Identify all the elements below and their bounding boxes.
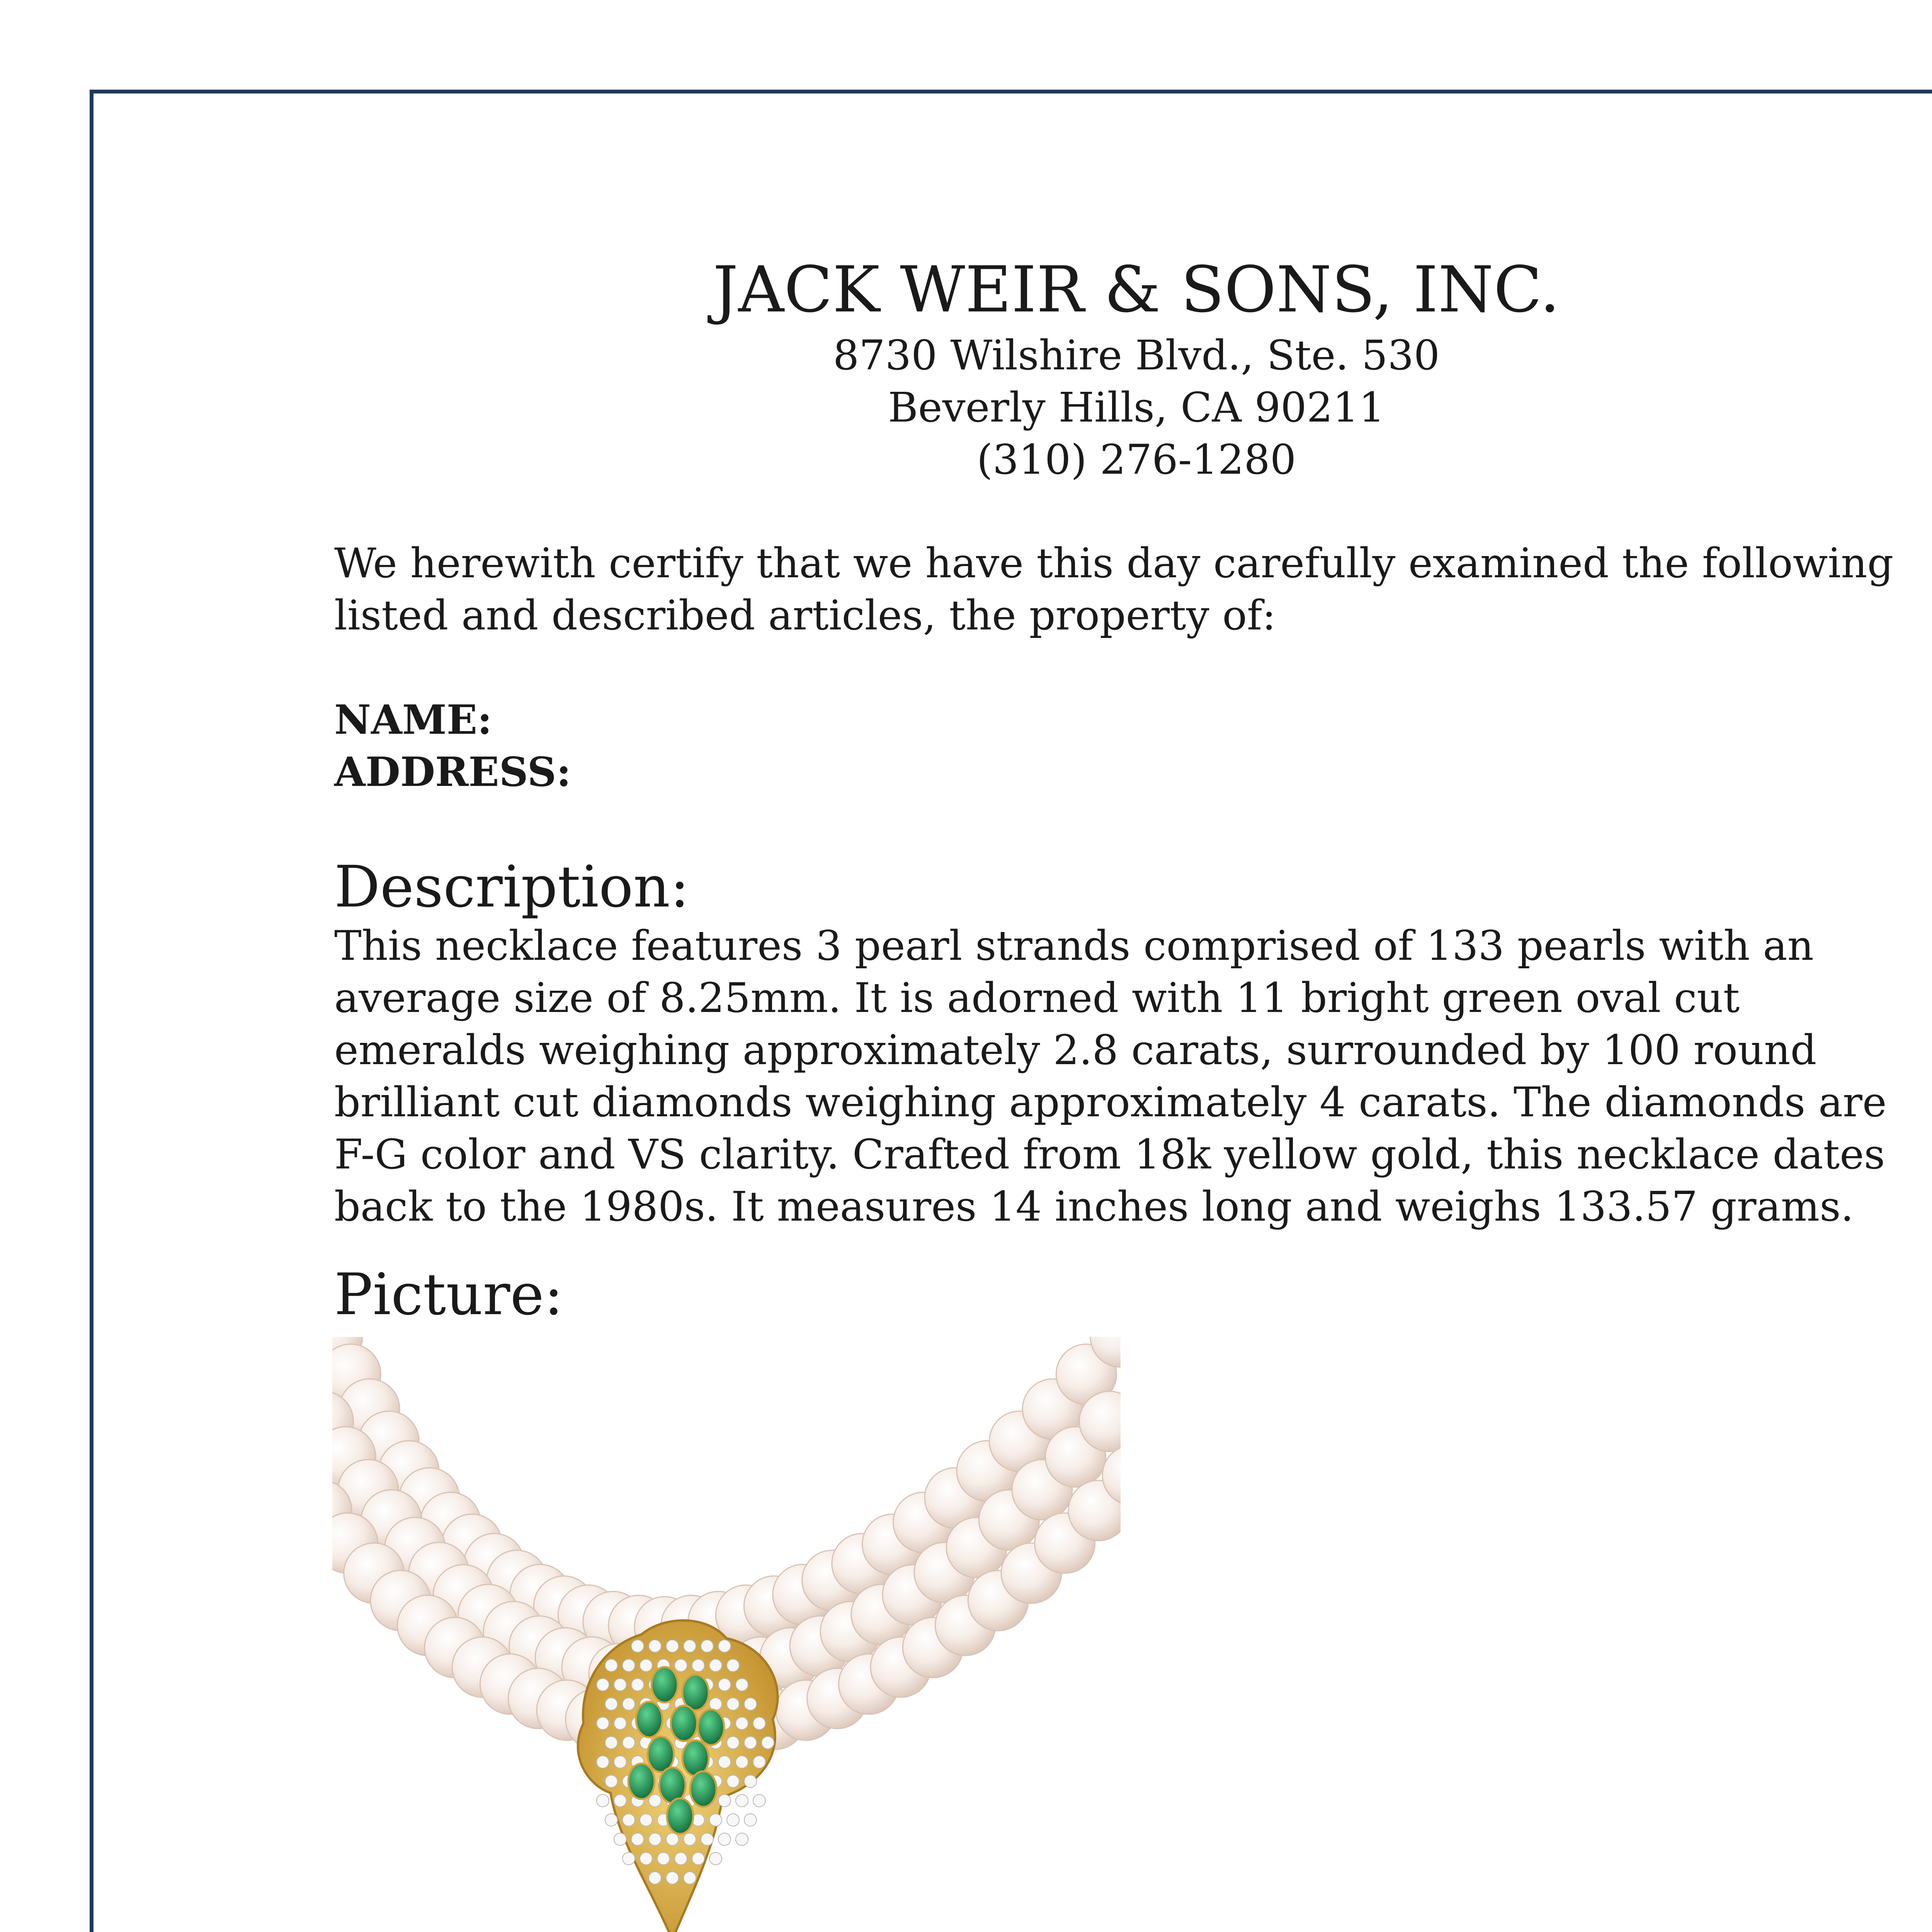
emerald: [698, 1709, 724, 1745]
picture-heading: Picture:: [334, 1261, 563, 1328]
diamond: [657, 1852, 670, 1865]
emerald: [636, 1702, 662, 1737]
diamond: [605, 1736, 617, 1749]
diamond: [622, 1852, 635, 1865]
diamond: [736, 1679, 748, 1691]
diamond: [744, 1814, 757, 1826]
diamond: [640, 1814, 652, 1826]
certification-statement: We herewith certify that we have this day carefully examined the following listed and described articles, the property of:: [334, 539, 1894, 639]
description-heading: Description:: [334, 854, 690, 920]
diamond: [666, 1640, 679, 1652]
diamond: [709, 1698, 722, 1710]
emerald: [671, 1706, 697, 1741]
description-text: This necklace features 3 pearl strands comprised of 133 pearls with an average size of 8.25mm. It is adorned with 11 bright green oval cut emeralds weighing approximately 2.8 carats, surrounded by 100 round brilliant cut diamonds weighing approximately 4 carats. The diamonds are F-G color and VS clarity. Crafted from 18k yellow gold, this necklace dates back to the 1980s. It measures 14 inches long and weighs 133.57 grams.: [334, 922, 1887, 1230]
diamond: [597, 1717, 609, 1730]
emerald: [651, 1667, 678, 1702]
diamond: [649, 1640, 661, 1652]
name-label: NAME:: [334, 696, 492, 743]
diamond: [736, 1794, 748, 1807]
diamond: [631, 1833, 644, 1845]
diamond: [597, 1679, 609, 1691]
diamond: [666, 1833, 679, 1845]
diamond: [649, 1872, 661, 1884]
diamond: [718, 1794, 731, 1807]
diamond: [727, 1659, 739, 1672]
diamond: [727, 1736, 739, 1749]
diamond: [640, 1852, 652, 1865]
diamond: [736, 1717, 748, 1730]
diamond: [675, 1852, 687, 1865]
diamond: [631, 1679, 644, 1691]
diamond: [709, 1659, 722, 1672]
diamond: [709, 1852, 722, 1865]
emerald: [690, 1771, 716, 1807]
diamond: [692, 1659, 704, 1672]
diamond: [744, 1775, 757, 1787]
diamond: [666, 1872, 679, 1884]
diamond: [684, 1872, 696, 1884]
diamond: [605, 1659, 617, 1672]
diamond: [692, 1852, 704, 1865]
diamond: [622, 1736, 635, 1749]
diamond: [684, 1640, 696, 1652]
company-phone: (310) 276-1280: [976, 436, 1296, 483]
diamond: [709, 1814, 722, 1826]
diamond: [675, 1659, 687, 1672]
diamond: [614, 1794, 626, 1807]
diamond: [622, 1659, 635, 1672]
diamond: [622, 1698, 635, 1710]
emerald: [628, 1764, 655, 1799]
emerald: [667, 1798, 693, 1834]
diamond: [727, 1814, 739, 1826]
diamond: [736, 1756, 748, 1768]
address-label: ADDRESS:: [334, 748, 571, 796]
diamond: [597, 1756, 609, 1768]
diamond: [718, 1756, 731, 1768]
diamond: [718, 1833, 731, 1845]
diamond: [614, 1679, 626, 1691]
diamond: [753, 1794, 765, 1807]
diamond: [614, 1833, 626, 1845]
diamond: [631, 1640, 644, 1652]
diamond: [744, 1698, 757, 1710]
diamond: [684, 1833, 696, 1845]
diamond: [640, 1659, 652, 1672]
diamond: [614, 1717, 626, 1730]
pendant-clasp: [578, 1621, 778, 1932]
diamond: [753, 1717, 765, 1730]
diamond: [614, 1756, 626, 1768]
diamond: [701, 1833, 713, 1845]
diamond: [718, 1640, 731, 1652]
company-address-line1: 8730 Wilshire Blvd., Ste. 530: [833, 332, 1440, 379]
company-name: JACK WEIR & SONS, INC.: [713, 253, 1560, 327]
diamond: [701, 1640, 713, 1652]
diamond: [762, 1736, 774, 1749]
diamond: [605, 1814, 617, 1826]
company-address-line2: Beverly Hills, CA 90211: [888, 384, 1385, 431]
diamond: [727, 1775, 739, 1787]
diamond: [649, 1833, 661, 1845]
diamond: [753, 1756, 765, 1768]
diamond: [605, 1698, 617, 1710]
diamond: [649, 1794, 661, 1807]
diamond: [727, 1698, 739, 1710]
diamond: [736, 1833, 748, 1845]
diamond: [622, 1814, 635, 1826]
diamond: [605, 1775, 617, 1787]
diamond: [597, 1794, 609, 1807]
diamond: [718, 1679, 731, 1691]
diamond: [744, 1736, 757, 1749]
necklace-photo: [332, 1337, 1121, 1932]
